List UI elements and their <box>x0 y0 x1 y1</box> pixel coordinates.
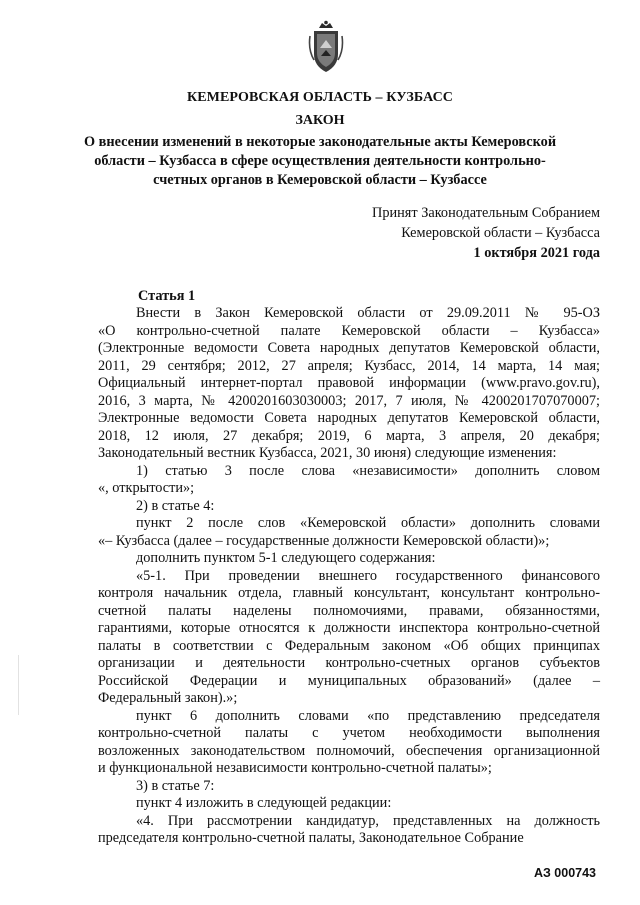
paragraph-line: Законодательный вестник Кузбасса, 2021, 30 июня) следующие изменения: <box>98 445 557 461</box>
paragraph-line: возложенных законодательством полномочий, обеспечения организационной <box>98 742 600 759</box>
paragraph-line: «5-1. При проведении внешнего государственного финансового <box>136 567 600 584</box>
coat-of-arms-icon <box>308 20 344 74</box>
serial-number: АЗ 000743 <box>533 866 596 880</box>
document-type: ЗАКОН <box>295 113 345 128</box>
paragraph-line: пункт 4 изложить в следующей редакции: <box>136 795 392 811</box>
paragraph-line: счетной палаты наделены полномочиями, правами, обязанностями, <box>98 602 600 619</box>
paragraph-line: Электронные ведомости Совета народных депутатов Кемеровской области, <box>98 410 600 426</box>
scan-edge-mark <box>18 655 19 715</box>
paragraph-line: контроля начальник отдела, главный консультант, консультант контрольно- <box>98 585 600 601</box>
paragraph-line: 2018, 12 июля, 27 декабря; 2019, 6 марта, 3 апреля, 20 декабря; <box>98 427 600 444</box>
paragraph-line: пункт 2 после слов «Кемеровской области» дополнить словами <box>136 515 600 531</box>
paragraph-line: организации и деятельности контрольно-счетных органов субъектов <box>98 655 600 671</box>
paragraph-line: Внести в Закон Кемеровской области от 29.09.2011 № 95-ОЗ <box>136 305 600 321</box>
region-title: КЕМЕРОВСКАЯ ОБЛАСТЬ – КУЗБАСС <box>186 90 454 105</box>
law-title-line: О внесении изменений в некоторые законодательные акты Кемеровской <box>83 134 557 150</box>
paragraph-line: пункт 6 дополнить словами «по представлению председателя <box>136 707 600 724</box>
paragraph-line: дополнить пунктом 5-1 следующего содержания: <box>136 550 436 566</box>
paragraph-line: «– Кузбасса (далее – государственные должности Кемеровской области)»; <box>98 532 550 549</box>
adoption-block <box>372 203 600 263</box>
adoption-line: Принят Законодательным Собранием <box>372 205 600 221</box>
law-title-line: счетных органов в Кемеровской области – Кузбассе <box>153 172 487 188</box>
paragraph-line: гарантиями, которые относятся к должности инспектора контрольно-счетной <box>98 620 600 636</box>
paragraph-line: палаты в соответствии с Федеральным законом «Об общих принципах <box>98 637 600 654</box>
paragraph-line: 2) в статье 4: <box>136 497 215 514</box>
paragraph-line: «4. При рассмотрении кандидатур, представленных на должность <box>136 812 600 829</box>
adoption-line: Кемеровской области – Кузбасса <box>401 225 600 241</box>
paragraph-line: Официальный интернет-портал правовой информации (www.pravo.gov.ru), <box>98 375 600 391</box>
paragraph-line: «, открытости»; <box>98 480 195 496</box>
paragraph-line: 2016, 3 марта, № 4200201603030003; 2017, 7 июля, № 4200201707070007; <box>98 392 600 409</box>
paragraph-line: Федеральный закон).»; <box>98 690 238 706</box>
paragraph-line: 1) статью 3 после слова «независимости» дополнить словом <box>136 462 600 479</box>
paragraph-line: председателя контрольно-счетной палаты, Законодательное Собрание <box>98 830 524 846</box>
paragraph-line: 3) в статье 7: <box>136 777 215 794</box>
paragraph-line: и функциональной независимости контрольно-счетной палаты»; <box>98 760 492 776</box>
article-heading: Статья 1 <box>138 288 196 304</box>
article-body <box>98 305 600 848</box>
adoption-date: 1 октября 2021 года <box>473 245 600 261</box>
law-title <box>0 133 640 190</box>
paragraph-line: (Электронные ведомости Совета народных депутатов Кемеровской области, <box>98 340 600 356</box>
paragraph-line: «О контрольно-счетной палате Кемеровской области – Кузбасса» <box>98 322 600 339</box>
paragraph-line: контрольно-счетной палаты с учетом необходимости выполнения <box>98 725 600 741</box>
law-title-line: области – Кузбасса в сфере осуществления деятельности контрольно- <box>94 153 546 169</box>
paragraph-line: Российской Федерации и муниципальных образований» (далее – <box>98 672 600 689</box>
paragraph-line: 2011, 29 сентября; 2012, 27 апреля; Кузбасс, 2014, 14 марта, 14 мая; <box>98 357 600 374</box>
